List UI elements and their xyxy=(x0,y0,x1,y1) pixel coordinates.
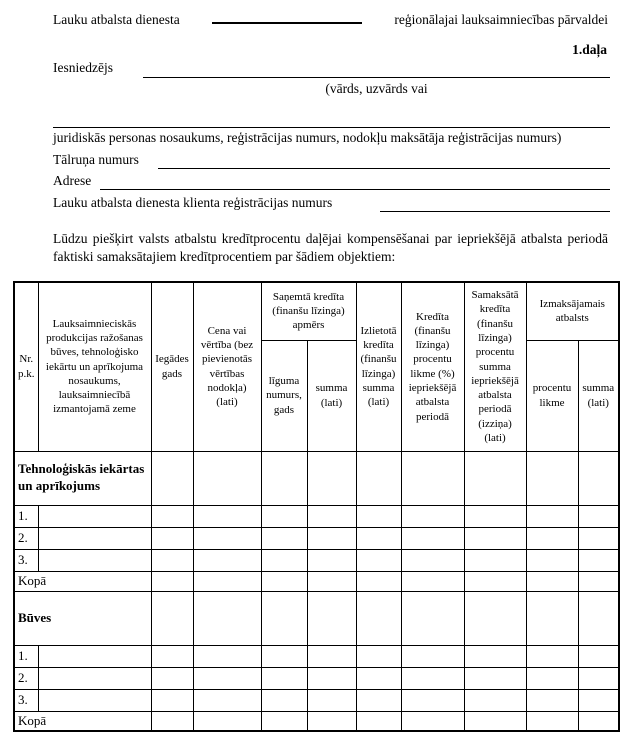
empty-cell[interactable] xyxy=(526,667,578,689)
empty-cell[interactable] xyxy=(401,667,464,689)
empty-cell[interactable] xyxy=(307,571,356,591)
empty-cell[interactable] xyxy=(356,549,401,571)
table-header xyxy=(14,282,619,451)
empty-cell[interactable] xyxy=(261,591,307,645)
empty-cell[interactable] xyxy=(261,451,307,505)
col-header-payable-support-group: Izmaksājamais atbalsts xyxy=(526,282,619,340)
row-number-cell: 3. xyxy=(14,549,38,571)
empty-cell[interactable] xyxy=(526,711,578,731)
table-row-item xyxy=(14,549,619,571)
object-name-cell[interactable] xyxy=(38,645,151,667)
empty-cell[interactable] xyxy=(307,591,356,645)
empty-cell[interactable] xyxy=(578,645,619,667)
empty-cell[interactable] xyxy=(193,689,261,711)
empty-cell[interactable] xyxy=(193,591,261,645)
empty-cell[interactable] xyxy=(401,711,464,731)
empty-cell[interactable] xyxy=(151,711,193,731)
empty-cell[interactable] xyxy=(401,689,464,711)
col-header-interest-rate: Kredīta (finanšu līzinga) procentu likme (%) iepriekšējā atbalsta periodā xyxy=(401,282,464,451)
empty-cell[interactable] xyxy=(261,711,307,731)
empty-cell[interactable] xyxy=(193,711,261,731)
empty-cell[interactable] xyxy=(578,451,619,505)
row-number-cell: 2. xyxy=(14,527,38,549)
empty-cell[interactable] xyxy=(193,505,261,527)
empty-cell[interactable] xyxy=(151,689,193,711)
addressee-prefix: Lauku atbalsta dienesta xyxy=(53,12,180,27)
col-header-payable-rate: procentu likme xyxy=(526,340,578,451)
table-body xyxy=(14,451,619,731)
empty-cell[interactable] xyxy=(151,591,193,645)
empty-cell[interactable] xyxy=(261,689,307,711)
object-name-cell[interactable] xyxy=(38,527,151,549)
regional-office-blank-field[interactable] xyxy=(212,9,362,24)
empty-cell[interactable] xyxy=(151,527,193,549)
table-row-section xyxy=(14,591,619,645)
empty-cell[interactable] xyxy=(578,527,619,549)
table-row-total xyxy=(14,711,619,731)
empty-cell[interactable] xyxy=(578,505,619,527)
client-reg-number-label: Lauku atbalsta dienesta klienta reģistrācijas numurs xyxy=(53,195,333,210)
empty-cell[interactable] xyxy=(464,505,526,527)
empty-cell[interactable] xyxy=(356,667,401,689)
empty-cell[interactable] xyxy=(307,689,356,711)
empty-cell[interactable] xyxy=(526,591,578,645)
row-number-cell: 3. xyxy=(14,689,38,711)
col-header-price: Cena vai vērtība (bez pievienotās vērtības nodokļa) (lati) xyxy=(193,282,261,451)
applicant-label: Iesniedzējs xyxy=(53,60,113,75)
empty-cell[interactable] xyxy=(307,667,356,689)
row-number-cell: 2. xyxy=(14,667,38,689)
empty-cell[interactable] xyxy=(401,645,464,667)
row-number-cell: 1. xyxy=(14,645,38,667)
object-name-cell[interactable] xyxy=(38,689,151,711)
addressee-line xyxy=(53,9,608,28)
row-number-cell: 1. xyxy=(14,505,38,527)
part-label: 1.daļa xyxy=(572,42,607,57)
empty-cell[interactable] xyxy=(526,571,578,591)
empty-cell[interactable] xyxy=(526,505,578,527)
empty-cell[interactable] xyxy=(464,591,526,645)
empty-cell[interactable] xyxy=(401,527,464,549)
empty-cell[interactable] xyxy=(578,711,619,731)
col-header-contract-number: līguma numurs, gads xyxy=(261,340,307,451)
applicant-hint-bottom: juridiskās personas nosaukums, reģistrācijas numurs, nodokļu maksātāja reģistrācijas numurs) xyxy=(53,130,562,145)
empty-cell[interactable] xyxy=(356,505,401,527)
empty-cell[interactable] xyxy=(307,451,356,505)
empty-cell[interactable] xyxy=(307,645,356,667)
address-field[interactable] xyxy=(100,189,610,190)
empty-cell[interactable] xyxy=(464,571,526,591)
empty-cell[interactable] xyxy=(356,571,401,591)
empty-cell[interactable] xyxy=(307,711,356,731)
empty-cell[interactable] xyxy=(464,711,526,731)
empty-cell[interactable] xyxy=(464,667,526,689)
empty-cell[interactable] xyxy=(578,571,619,591)
table-row-item xyxy=(14,505,619,527)
empty-cell[interactable] xyxy=(261,527,307,549)
empty-cell[interactable] xyxy=(401,505,464,527)
col-header-paid-interest: Samaksātā kredīta (finanšu līzinga) procentu summa iepriekšējā atbalsta periodā (izziņa) (lati) xyxy=(464,282,526,451)
col-header-received-sum: summa (lati) xyxy=(307,340,356,451)
total-label-cell: Kopā xyxy=(14,711,151,731)
applicant-field[interactable] xyxy=(143,77,610,78)
empty-cell[interactable] xyxy=(356,591,401,645)
col-header-used-credit: Izlietotā kredīta (finanšu līzinga) summa (lati) xyxy=(356,282,401,451)
object-name-cell[interactable] xyxy=(38,549,151,571)
table-row-item xyxy=(14,667,619,689)
empty-cell[interactable] xyxy=(307,505,356,527)
empty-cell[interactable] xyxy=(356,645,401,667)
empty-cell[interactable] xyxy=(401,549,464,571)
empty-cell[interactable] xyxy=(401,591,464,645)
empty-cell[interactable] xyxy=(261,505,307,527)
empty-cell[interactable] xyxy=(307,549,356,571)
col-header-received-credit-group: Saņemtā kredīta (finanšu līzinga) apmērs xyxy=(261,282,356,340)
client-reg-number-field[interactable] xyxy=(380,211,610,212)
empty-cell[interactable] xyxy=(464,527,526,549)
empty-cell[interactable] xyxy=(193,571,261,591)
empty-cell[interactable] xyxy=(526,645,578,667)
table-row-item xyxy=(14,527,619,549)
empty-cell[interactable] xyxy=(526,451,578,505)
phone-field[interactable] xyxy=(158,168,610,169)
empty-cell[interactable] xyxy=(356,711,401,731)
table-row-item xyxy=(14,689,619,711)
empty-cell[interactable] xyxy=(151,645,193,667)
section-label-cell: Būves xyxy=(14,591,151,645)
empty-cell[interactable] xyxy=(578,549,619,571)
empty-cell[interactable] xyxy=(261,571,307,591)
section-label-cell: Tehnoloģiskās iekārtas un aprīkojums xyxy=(14,451,151,505)
empty-cell[interactable] xyxy=(193,549,261,571)
empty-cell[interactable] xyxy=(151,667,193,689)
credit-objects-table xyxy=(13,281,620,732)
empty-cell[interactable] xyxy=(193,527,261,549)
empty-cell[interactable] xyxy=(307,527,356,549)
empty-cell[interactable] xyxy=(261,667,307,689)
empty-cell[interactable] xyxy=(464,689,526,711)
empty-cell[interactable] xyxy=(193,451,261,505)
empty-cell[interactable] xyxy=(356,689,401,711)
empty-cell[interactable] xyxy=(578,591,619,645)
total-label-cell: Kopā xyxy=(14,571,151,591)
table-row-total xyxy=(14,571,619,591)
empty-cell[interactable] xyxy=(151,505,193,527)
table-row-section xyxy=(14,451,619,505)
empty-cell[interactable] xyxy=(356,451,401,505)
col-header-nr: Nr. p.k. xyxy=(14,282,38,451)
applicant-hint-top: (vārds, uzvārds vai xyxy=(325,81,428,96)
empty-cell[interactable] xyxy=(193,645,261,667)
col-header-payable-sum: summa (lati) xyxy=(578,340,619,451)
table-row-item xyxy=(14,645,619,667)
empty-cell[interactable] xyxy=(526,689,578,711)
empty-cell[interactable] xyxy=(464,645,526,667)
request-paragraph: Lūdzu piešķirt valsts atbalstu kredītprocentu daļējai kompensēšanai par iepriekšējā atbalsta periodā faktiski samaksātajiem kredītprocentiem par šādiem objektiem: xyxy=(53,231,608,264)
empty-cell[interactable] xyxy=(526,549,578,571)
empty-cell[interactable] xyxy=(401,451,464,505)
address-label: Adrese xyxy=(53,173,92,188)
object-name-cell[interactable] xyxy=(38,505,151,527)
empty-cell[interactable] xyxy=(261,549,307,571)
addressee-suffix: reģionālajai lauksaimniecības pārvaldei xyxy=(394,12,608,27)
empty-cell[interactable] xyxy=(261,645,307,667)
empty-cell[interactable] xyxy=(578,667,619,689)
empty-cell[interactable] xyxy=(464,451,526,505)
empty-cell[interactable] xyxy=(356,527,401,549)
empty-cell[interactable] xyxy=(151,451,193,505)
empty-cell[interactable] xyxy=(151,571,193,591)
empty-cell[interactable] xyxy=(401,571,464,591)
empty-cell[interactable] xyxy=(193,667,261,689)
empty-cell[interactable] xyxy=(578,689,619,711)
phone-label: Tālruņa numurs xyxy=(53,152,139,167)
col-header-purchase-year: Iegādes gads xyxy=(151,282,193,451)
empty-cell[interactable] xyxy=(526,527,578,549)
object-name-cell[interactable] xyxy=(38,667,151,689)
empty-cell[interactable] xyxy=(464,549,526,571)
applicant-field-second-line[interactable] xyxy=(53,127,610,128)
credit-objects-table-wrapper xyxy=(13,281,620,732)
col-header-object-name: Lauksaimnieciskās produkcijas ražošanas būves, tehnoloģisko iekārtu un aprīkojuma nosaukums, lauksaimniecībā izmantojamā zeme xyxy=(38,282,151,451)
empty-cell[interactable] xyxy=(151,549,193,571)
